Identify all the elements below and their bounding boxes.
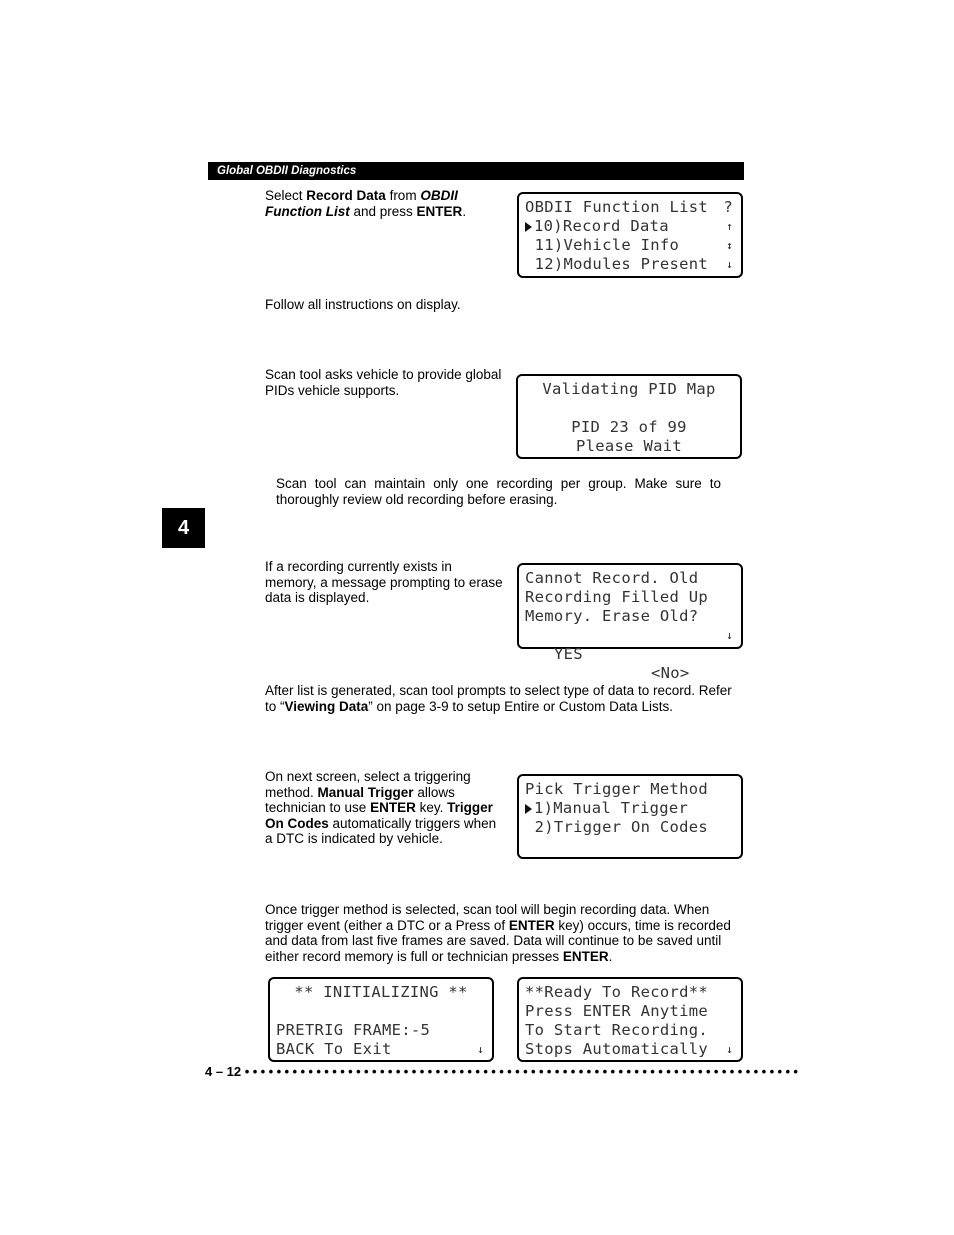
lcd-row: Recording Filled Up — [525, 588, 709, 606]
lcd-row: To Start Recording. — [525, 1021, 709, 1039]
step-global-pids: Scan tool asks vehicle to provide global PIDs vehicle supports. — [265, 367, 502, 398]
lcd-row: PRETRIG FRAME:-5 — [276, 1021, 431, 1039]
note-one-recording: Scan tool can maintain only one recording per group. Make sure to thoroughly review old recording before erasing. — [276, 476, 721, 507]
lcd-row-title: OBDII Function List ? — [525, 198, 733, 216]
step-follow-instructions: Follow all instructions on display. — [265, 297, 461, 312]
lcd-row-blank — [524, 399, 734, 418]
dot-leader: •••••••••••••••••••••••••••••••••••••••••••••••••••••••••••••••••••••• — [244, 1064, 802, 1079]
step-select-data-type: After list is generated, scan tool prompts to select type of data to record. Refer to “Viewing Data” on page 3-9 to setup Entire or Custom Data Lists. — [265, 683, 732, 714]
no-option: <No> — [651, 664, 690, 682]
lcd-cannot-record — [517, 563, 743, 682]
lcd-pick-trigger — [517, 774, 743, 859]
lcd-row: PID 23 of 99 — [571, 418, 687, 436]
lcd-row: ** INITIALIZING ** — [294, 983, 468, 1001]
lcd-row: Pick Trigger Method — [525, 780, 709, 798]
lcd-row-selected: 1)Manual Trigger — [525, 799, 735, 818]
lcd-row: Memory. Erase Old? — [525, 607, 699, 625]
lcd-row: Please Wait — [576, 437, 682, 455]
selection-cursor-icon — [525, 804, 532, 814]
step-select-record-data: Select Record Data from OBDII Function List and press ENTER. — [265, 188, 467, 219]
lcd-row: Validating PID Map — [542, 380, 716, 398]
page-number: 4 – 12 — [205, 1064, 242, 1079]
lcd-row-options — [525, 626, 735, 682]
lcd-row: 11)Vehicle Info ↕ — [534, 236, 733, 254]
scroll-down-icon: ↓ — [477, 1043, 484, 1056]
lcd-function-list — [517, 192, 743, 278]
lcd-ready-to-record — [517, 977, 743, 1062]
lcd-row: BACK To Exit ↓ — [276, 1040, 484, 1058]
lcd-row-blank — [276, 1002, 486, 1021]
lcd-initializing — [268, 977, 494, 1062]
header-title: Global OBDII Diagnostics — [217, 165, 357, 177]
running-header — [208, 162, 744, 180]
scroll-down-icon: ↓ — [726, 1043, 733, 1056]
scroll-up-icon: ↑ — [726, 220, 733, 233]
scroll-bar-icon: ↕ — [726, 239, 733, 252]
lcd-row: 12)Modules Present ↓ — [534, 255, 733, 273]
yes-option: YES — [554, 645, 583, 663]
chapter-number: 4 — [177, 517, 190, 539]
lcd-row: Stops Automatically ↓ — [525, 1040, 733, 1058]
chapter-tab — [162, 508, 205, 548]
page-footer — [205, 1064, 802, 1080]
lcd-row: 2)Trigger On Codes — [534, 818, 709, 836]
lcd-row-selected: 10)Record Data ↑ — [525, 217, 735, 236]
scroll-down-icon: ↓ — [726, 258, 733, 271]
scroll-down-icon: ↓ — [726, 629, 733, 642]
step-trigger-method: On next screen, select a triggering method. Manual Trigger allows technician to use ENTER key. Trigger On Codes automatically triggers when a DTC is indicated by vehicle. — [265, 769, 497, 846]
step-erase-message: If a recording currently exists in memory, a message prompting to erase data is displayed. — [265, 559, 503, 605]
lcd-validating — [516, 374, 742, 459]
lcd-row: Cannot Record. Old — [525, 569, 699, 587]
lcd-row: Press ENTER Anytime — [525, 1002, 709, 1020]
help-icon: ? — [723, 198, 733, 216]
selection-cursor-icon — [525, 222, 532, 232]
lcd-row: **Ready To Record** — [525, 983, 709, 1001]
step-recording-data: Once trigger method is selected, scan tool will begin recording data. When trigger event (either a DTC or a Press of ENTER key) occurs, time is recorded and data from last five frames are saved. Data will continue to be saved until either record memory is full or technician presses ENTER. — [265, 902, 731, 964]
